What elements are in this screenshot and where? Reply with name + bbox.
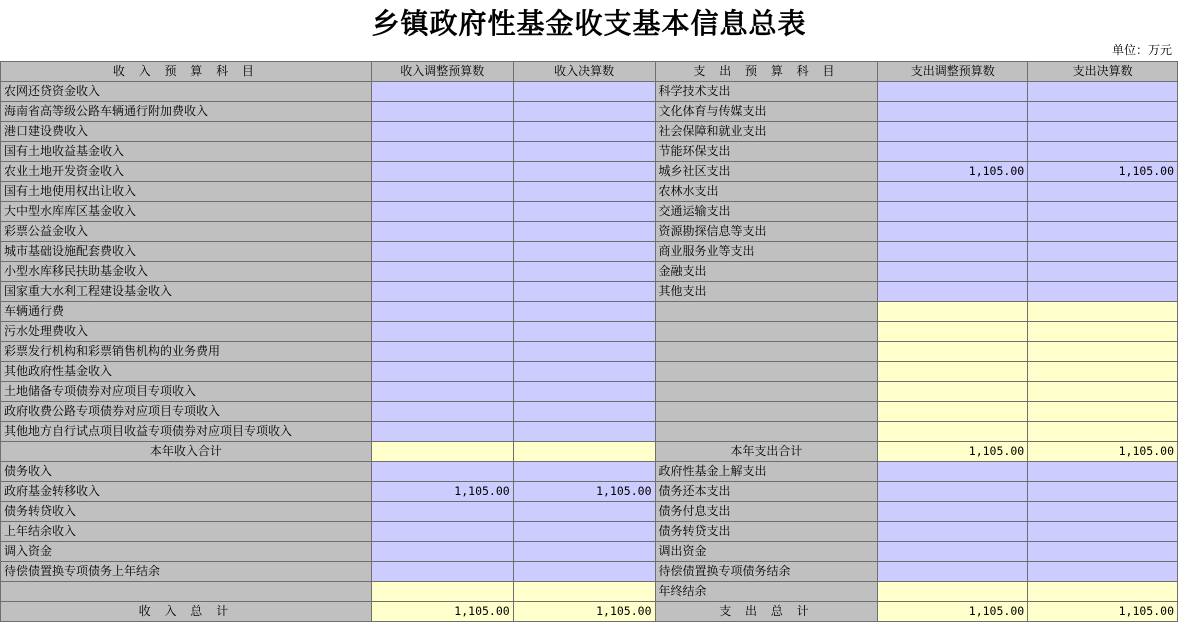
expense-final-cell[interactable] bbox=[1028, 222, 1178, 242]
expense-subject-cell: 社会保障和就业支出 bbox=[655, 122, 878, 142]
income-adj-cell[interactable] bbox=[371, 422, 513, 442]
income-subject-cell: 海南省高等级公路车辆通行附加费收入 bbox=[1, 102, 372, 122]
income-adj-cell[interactable] bbox=[371, 122, 513, 142]
expense-adj-cell[interactable] bbox=[878, 342, 1028, 362]
income-subject-cell: 车辆通行费 bbox=[1, 302, 372, 322]
expense-adj-cell[interactable] bbox=[878, 582, 1028, 602]
income-subject-cell: 彩票公益金收入 bbox=[1, 222, 372, 242]
income-subject-cell: 国有土地收益基金收入 bbox=[1, 142, 372, 162]
income-subject-cell: 大中型水库库区基金收入 bbox=[1, 202, 372, 222]
income-subject-header: 收 入 预 算 科 目 bbox=[1, 62, 372, 82]
expense-final-cell[interactable] bbox=[1028, 382, 1178, 402]
expense-subject-cell: 农林水支出 bbox=[655, 182, 878, 202]
expense-final-cell[interactable] bbox=[1028, 562, 1178, 582]
expense-final-cell[interactable] bbox=[1028, 582, 1178, 602]
table-row bbox=[1, 322, 1178, 342]
table-header-row bbox=[1, 62, 1178, 82]
income-subject-cell: 污水处理费收入 bbox=[1, 322, 372, 342]
income-adj-cell[interactable]: 1,105.00 bbox=[371, 482, 513, 502]
income-adj-header: 收入调整预算数 bbox=[371, 62, 513, 82]
income-final-cell[interactable] bbox=[513, 142, 655, 162]
table-row bbox=[1, 242, 1178, 262]
income-adj-cell[interactable] bbox=[371, 382, 513, 402]
income-final-cell[interactable] bbox=[513, 242, 655, 262]
income-adj-cell[interactable] bbox=[371, 82, 513, 102]
income-final-cell[interactable] bbox=[513, 322, 655, 342]
expense-adj-cell[interactable] bbox=[878, 522, 1028, 542]
fund-summary-table bbox=[0, 61, 1178, 622]
income-adj-cell[interactable] bbox=[371, 102, 513, 122]
income-adj-cell[interactable] bbox=[371, 562, 513, 582]
income-subject-cell bbox=[1, 582, 372, 602]
income-adj-cell[interactable] bbox=[371, 202, 513, 222]
table-row bbox=[1, 542, 1178, 562]
income-final-cell[interactable] bbox=[513, 442, 655, 462]
income-final-cell[interactable] bbox=[513, 222, 655, 242]
unit-label: 单位：万元 bbox=[1111, 43, 1172, 57]
expense-adj-cell[interactable] bbox=[878, 282, 1028, 302]
expense-subject-cell: 商业服务业等支出 bbox=[655, 242, 878, 262]
expense-final-cell[interactable] bbox=[1028, 522, 1178, 542]
income-subject-cell: 其他政府性基金收入 bbox=[1, 362, 372, 382]
income-subject-cell: 债务转贷收入 bbox=[1, 502, 372, 522]
expense-final-cell[interactable] bbox=[1028, 282, 1178, 302]
table-row bbox=[1, 102, 1178, 122]
expense-adj-cell[interactable] bbox=[878, 122, 1028, 142]
income-final-cell[interactable] bbox=[513, 422, 655, 442]
income-final-cell[interactable] bbox=[513, 162, 655, 182]
table-row bbox=[1, 482, 1178, 502]
expense-final-cell[interactable]: 1,105.00 bbox=[1028, 442, 1178, 462]
table-row bbox=[1, 302, 1178, 322]
expense-adj-cell[interactable] bbox=[878, 502, 1028, 522]
expense-final-cell[interactable] bbox=[1028, 102, 1178, 122]
income-final-cell[interactable] bbox=[513, 82, 655, 102]
expense-adj-cell[interactable] bbox=[878, 362, 1028, 382]
table-row bbox=[1, 262, 1178, 282]
income-adj-cell[interactable] bbox=[371, 502, 513, 522]
table-row bbox=[1, 142, 1178, 162]
income-final-cell[interactable] bbox=[513, 382, 655, 402]
expense-subject-cell: 科学技术支出 bbox=[655, 82, 878, 102]
expense-adj-cell[interactable] bbox=[878, 562, 1028, 582]
expense-adj-cell[interactable] bbox=[878, 262, 1028, 282]
table-row bbox=[1, 282, 1178, 302]
income-adj-cell[interactable] bbox=[371, 582, 513, 602]
income-adj-cell[interactable] bbox=[371, 542, 513, 562]
table-row bbox=[1, 342, 1178, 362]
table-row bbox=[1, 442, 1178, 462]
expense-subject-cell: 文化体育与传媒支出 bbox=[655, 102, 878, 122]
table-row bbox=[1, 162, 1178, 182]
expense-final-cell[interactable] bbox=[1028, 142, 1178, 162]
income-subject-cell: 政府基金转移收入 bbox=[1, 482, 372, 502]
income-subject-cell: 小型水库移民扶助基金收入 bbox=[1, 262, 372, 282]
expense-final-cell[interactable] bbox=[1028, 362, 1178, 382]
income-final-cell[interactable] bbox=[513, 362, 655, 382]
income-final-cell[interactable] bbox=[513, 402, 655, 422]
income-adj-cell[interactable] bbox=[371, 302, 513, 322]
table-row bbox=[1, 462, 1178, 482]
expense-adj-cell[interactable] bbox=[878, 422, 1028, 442]
expense-subject-cell: 节能环保支出 bbox=[655, 142, 878, 162]
expense-final-cell[interactable] bbox=[1028, 82, 1178, 102]
expense-subject-cell bbox=[655, 422, 878, 442]
income-final-cell[interactable] bbox=[513, 462, 655, 482]
expense-final-cell[interactable] bbox=[1028, 182, 1178, 202]
income-adj-cell[interactable] bbox=[371, 282, 513, 302]
income-adj-cell[interactable] bbox=[371, 142, 513, 162]
expense-adj-cell[interactable] bbox=[878, 302, 1028, 322]
table-row bbox=[1, 182, 1178, 202]
expense-subject-cell: 债务还本支出 bbox=[655, 482, 878, 502]
expense-adj-cell[interactable] bbox=[878, 322, 1028, 342]
income-final-cell[interactable] bbox=[513, 202, 655, 222]
income-adj-cell[interactable] bbox=[371, 342, 513, 362]
table-row bbox=[1, 362, 1178, 382]
expense-subject-cell bbox=[655, 322, 878, 342]
table-row bbox=[1, 502, 1178, 522]
income-subject-cell: 收 入 总 计 bbox=[1, 602, 372, 622]
income-adj-cell[interactable] bbox=[371, 442, 513, 462]
expense-subject-cell: 支 出 总 计 bbox=[655, 602, 878, 622]
income-final-cell[interactable]: 1,105.00 bbox=[513, 602, 655, 622]
income-subject-cell: 国有土地使用权出让收入 bbox=[1, 182, 372, 202]
expense-subject-cell: 交通运输支出 bbox=[655, 202, 878, 222]
table-row bbox=[1, 402, 1178, 422]
income-subject-cell: 债务收入 bbox=[1, 462, 372, 482]
income-adj-cell[interactable] bbox=[371, 402, 513, 422]
expense-final-cell[interactable] bbox=[1028, 422, 1178, 442]
expense-subject-cell: 调出资金 bbox=[655, 542, 878, 562]
expense-final-cell[interactable] bbox=[1028, 202, 1178, 222]
income-adj-cell[interactable] bbox=[371, 222, 513, 242]
income-adj-cell[interactable] bbox=[371, 162, 513, 182]
income-subject-cell: 待偿债置换专项债务上年结余 bbox=[1, 562, 372, 582]
income-subject-cell: 国家重大水利工程建设基金收入 bbox=[1, 282, 372, 302]
expense-adj-cell[interactable] bbox=[878, 182, 1028, 202]
income-subject-cell: 其他地方自行试点项目收益专项债券对应项目专项收入 bbox=[1, 422, 372, 442]
income-adj-cell[interactable]: 1,105.00 bbox=[371, 602, 513, 622]
expense-adj-cell[interactable] bbox=[878, 82, 1028, 102]
expense-final-cell[interactable] bbox=[1028, 482, 1178, 502]
expense-subject-cell: 年终结余 bbox=[655, 582, 878, 602]
expense-final-header: 支出决算数 bbox=[1028, 62, 1178, 82]
expense-subject-cell: 本年支出合计 bbox=[655, 442, 878, 462]
income-adj-cell[interactable] bbox=[371, 182, 513, 202]
income-subject-cell: 土地储备专项债券对应项目专项收入 bbox=[1, 382, 372, 402]
table-row bbox=[1, 82, 1178, 102]
expense-subject-cell: 待偿债置换专项债务结余 bbox=[655, 562, 878, 582]
expense-subject-cell: 金融支出 bbox=[655, 262, 878, 282]
income-subject-cell: 调入资金 bbox=[1, 542, 372, 562]
expense-adj-cell[interactable] bbox=[878, 482, 1028, 502]
expense-subject-cell bbox=[655, 302, 878, 322]
expense-adj-cell[interactable] bbox=[878, 242, 1028, 262]
income-final-cell[interactable] bbox=[513, 122, 655, 142]
expense-final-cell[interactable] bbox=[1028, 462, 1178, 482]
income-adj-cell[interactable] bbox=[371, 322, 513, 342]
expense-adj-cell[interactable] bbox=[878, 462, 1028, 482]
income-adj-cell[interactable] bbox=[371, 262, 513, 282]
table-row bbox=[1, 602, 1178, 622]
expense-subject-cell: 城乡社区支出 bbox=[655, 162, 878, 182]
expense-adj-cell[interactable] bbox=[878, 402, 1028, 422]
expense-adj-cell[interactable] bbox=[878, 202, 1028, 222]
income-final-cell[interactable]: 1,105.00 bbox=[513, 482, 655, 502]
expense-subject-cell: 其他支出 bbox=[655, 282, 878, 302]
expense-final-cell[interactable]: 1,105.00 bbox=[1028, 602, 1178, 622]
expense-subject-cell bbox=[655, 402, 878, 422]
income-final-cell[interactable] bbox=[513, 262, 655, 282]
expense-adj-cell[interactable]: 1,105.00 bbox=[878, 602, 1028, 622]
expense-final-cell[interactable] bbox=[1028, 542, 1178, 562]
expense-adj-cell[interactable] bbox=[878, 382, 1028, 402]
expense-subject-cell: 债务付息支出 bbox=[655, 502, 878, 522]
income-final-cell[interactable] bbox=[513, 342, 655, 362]
income-final-cell[interactable] bbox=[513, 282, 655, 302]
expense-adj-cell[interactable] bbox=[878, 142, 1028, 162]
table-row bbox=[1, 522, 1178, 542]
table-row bbox=[1, 122, 1178, 142]
expense-final-cell[interactable] bbox=[1028, 302, 1178, 322]
expense-adj-cell[interactable] bbox=[878, 542, 1028, 562]
income-subject-cell: 本年收入合计 bbox=[1, 442, 372, 462]
income-adj-cell[interactable] bbox=[371, 522, 513, 542]
income-final-cell[interactable] bbox=[513, 562, 655, 582]
income-subject-cell: 上年结余收入 bbox=[1, 522, 372, 542]
expense-adj-cell[interactable]: 1,105.00 bbox=[878, 442, 1028, 462]
income-subject-cell: 农网还贷资金收入 bbox=[1, 82, 372, 102]
expense-final-cell[interactable] bbox=[1028, 242, 1178, 262]
expense-subject-cell: 债务转贷支出 bbox=[655, 522, 878, 542]
income-subject-cell: 彩票发行机构和彩票销售机构的业务费用 bbox=[1, 342, 372, 362]
expense-final-cell[interactable] bbox=[1028, 262, 1178, 282]
table-row bbox=[1, 582, 1178, 602]
expense-subject-cell: 资源勘探信息等支出 bbox=[655, 222, 878, 242]
income-subject-cell: 政府收费公路专项债券对应项目专项收入 bbox=[1, 402, 372, 422]
expense-final-cell[interactable] bbox=[1028, 342, 1178, 362]
expense-final-cell[interactable] bbox=[1028, 502, 1178, 522]
income-adj-cell[interactable] bbox=[371, 362, 513, 382]
expense-adj-header: 支出调整预算数 bbox=[878, 62, 1028, 82]
income-final-header: 收入决算数 bbox=[513, 62, 655, 82]
income-subject-cell: 港口建设费收入 bbox=[1, 122, 372, 142]
expense-adj-cell[interactable]: 1,105.00 bbox=[878, 162, 1028, 182]
table-row bbox=[1, 422, 1178, 442]
table-row bbox=[1, 382, 1178, 402]
income-final-cell[interactable] bbox=[513, 522, 655, 542]
table-row bbox=[1, 222, 1178, 242]
income-adj-cell[interactable] bbox=[371, 462, 513, 482]
table-row bbox=[1, 202, 1178, 222]
page-title: 乡镇政府性基金收支基本信息总表 bbox=[371, 7, 807, 40]
expense-subject-cell: 政府性基金上解支出 bbox=[655, 462, 878, 482]
expense-subject-header: 支 出 预 算 科 目 bbox=[655, 62, 878, 82]
expense-subject-cell bbox=[655, 382, 878, 402]
income-final-cell[interactable] bbox=[513, 302, 655, 322]
income-final-cell[interactable] bbox=[513, 102, 655, 122]
expense-final-cell[interactable] bbox=[1028, 322, 1178, 342]
expense-adj-cell[interactable] bbox=[878, 102, 1028, 122]
income-subject-cell: 农业土地开发资金收入 bbox=[1, 162, 372, 182]
income-subject-cell: 城市基础设施配套费收入 bbox=[1, 242, 372, 262]
income-final-cell[interactable] bbox=[513, 502, 655, 522]
expense-subject-cell bbox=[655, 342, 878, 362]
expense-subject-cell bbox=[655, 362, 878, 382]
expense-adj-cell[interactable] bbox=[878, 222, 1028, 242]
expense-final-cell[interactable] bbox=[1028, 402, 1178, 422]
income-final-cell[interactable] bbox=[513, 582, 655, 602]
table-row bbox=[1, 562, 1178, 582]
expense-final-cell[interactable]: 1,105.00 bbox=[1028, 162, 1178, 182]
income-final-cell[interactable] bbox=[513, 182, 655, 202]
income-adj-cell[interactable] bbox=[371, 242, 513, 262]
expense-final-cell[interactable] bbox=[1028, 122, 1178, 142]
income-final-cell[interactable] bbox=[513, 542, 655, 562]
